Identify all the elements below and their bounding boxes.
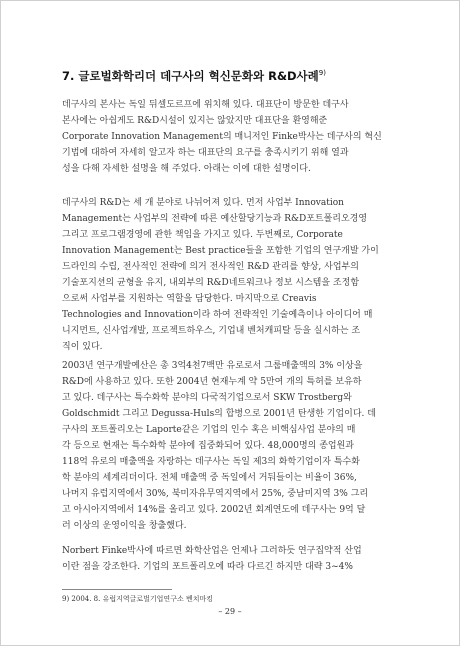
text-line: 러 이상의 운영이익을 창출했다. [62, 521, 187, 531]
text-line: R&D에 사용하고 있다. 또한 2004년 현재누계 약 5만여 개의 특허를 보유하 [62, 377, 362, 387]
text-line: 데구사의 R&D는 세 개 분야로 나뉘어져 있다. 먼저 사업부 Innovation [62, 198, 344, 208]
page-number: – 29 – [218, 607, 242, 616]
text-line: Technologies and Innovation이라 하여 전략적인 기술예측이나 아이디어 매 [62, 310, 373, 320]
text-line: 각 등으로 현재는 특수화학 분야에 집중화되어 있다. 48,000명의 종업원과 [62, 441, 354, 451]
text-line: 직이 있다. [62, 342, 103, 352]
text-line: 기술포지션의 균형을 유지, 내외부의 R&D네트워크나 정보 시스템을 조정함 [62, 278, 360, 288]
footnote-divider [62, 589, 172, 590]
section-title: 7. 글로벌화학리더 데구사의 혁신문화와 R&D사례 [62, 69, 319, 83]
text-line: 기법에 대하여 자세히 알고자 하는 대표단의 요구를 충족시키기 위해 열과 [62, 148, 349, 158]
text-line: 학 분야의 세계리더이다. 전체 매출액 중 독일에서 거둬들이는 비율이 36%, [62, 473, 357, 483]
text-line: 2003년 연구개발예산은 총 3억4천7백만 유로로서 그룹매출액의 3% 이상을 [62, 361, 363, 371]
text-line: 고 있다. 데구사는 특수화학 분야의 다국적기업으로서 SKW Trostberg와 [62, 393, 352, 403]
paragraph-4 [62, 543, 400, 575]
paragraph-1 [62, 97, 400, 177]
text-line: 118억 유로의 매출액을 자랑하는 데구사는 독일 제3의 화학기업이자 특수화 [62, 457, 360, 467]
section-heading [62, 68, 402, 84]
text-line: Corporate Innovation Management의 매니저인 Finke박사는 데구사의 혁신 [62, 132, 382, 142]
text-line: 나머지 유럽지역에서 30%, 북미자유무역지역에서 25%, 중남미지역 3% 그리 [62, 489, 369, 499]
text-line: 니지먼트, 신사업개발, 프로젝트하우스, 기업내 벤처캐피탈 등을 실시하는 조 [62, 326, 361, 336]
text-line: 으로써 사업부를 지원하는 역할을 담당한다. 마지막으로 Creavis [62, 294, 317, 304]
paragraph-2 [62, 195, 400, 355]
footnote: 9) 2004. 8. 유럽지역글로벌기업연구소 벤치마킹 [62, 595, 213, 603]
text-line: 그리고 프로그램경영에 관한 책임을 가지고 있다. 두번째로, Corporate [62, 230, 343, 240]
text-line: 데구사의 본사는 독일 뒤셀도르프에 위치해 있다. 대표단이 방문한 데구사 [62, 100, 349, 110]
text-line: Goldschmidt 그리고 Degussa-Huls의 합병으로 2001년 탄생한 기업이다. 데 [62, 409, 376, 419]
text-line: 이란 점을 강조한다. 기업의 포트폴리오에 따라 다르긴 하지만 대략 3~4% [62, 562, 353, 572]
text-line: 성을 다해 자세한 설명을 해 주었다. 아래는 이에 대한 설명이다. [62, 164, 311, 174]
text-line: Norbert Finke박사에 따르면 화학산업은 언제나 그러하듯 연구집약적 산업 [62, 546, 362, 556]
text-line: 고 아시아지역에서 14%를 올리고 있다. 2002년 회계연도에 데구사는 9억 달 [62, 505, 366, 515]
text-line: Innovation Management는 Best practice들을 포함한 기업의 연구개발 가이 [62, 246, 379, 256]
text-line: 드라인의 수립, 전사적인 전략에 의거 전사적인 R&D 관리를 향상, 사업부의 [62, 262, 359, 272]
footnote-marker: 9) [318, 69, 326, 78]
text-line: 본사에는 아쉽게도 R&D시설이 있지는 않았지만 대표단을 환영해준 [62, 116, 328, 126]
text-line: Management는 사업부의 전략에 따른 예산할당기능과 R&D포트폴리오경영 [62, 214, 368, 224]
paragraph-3 [62, 358, 400, 534]
text-line: 구사의 포트폴리오는 Laporte같은 기업의 인수 혹은 비핵심사업 분야의 매 [62, 425, 356, 435]
